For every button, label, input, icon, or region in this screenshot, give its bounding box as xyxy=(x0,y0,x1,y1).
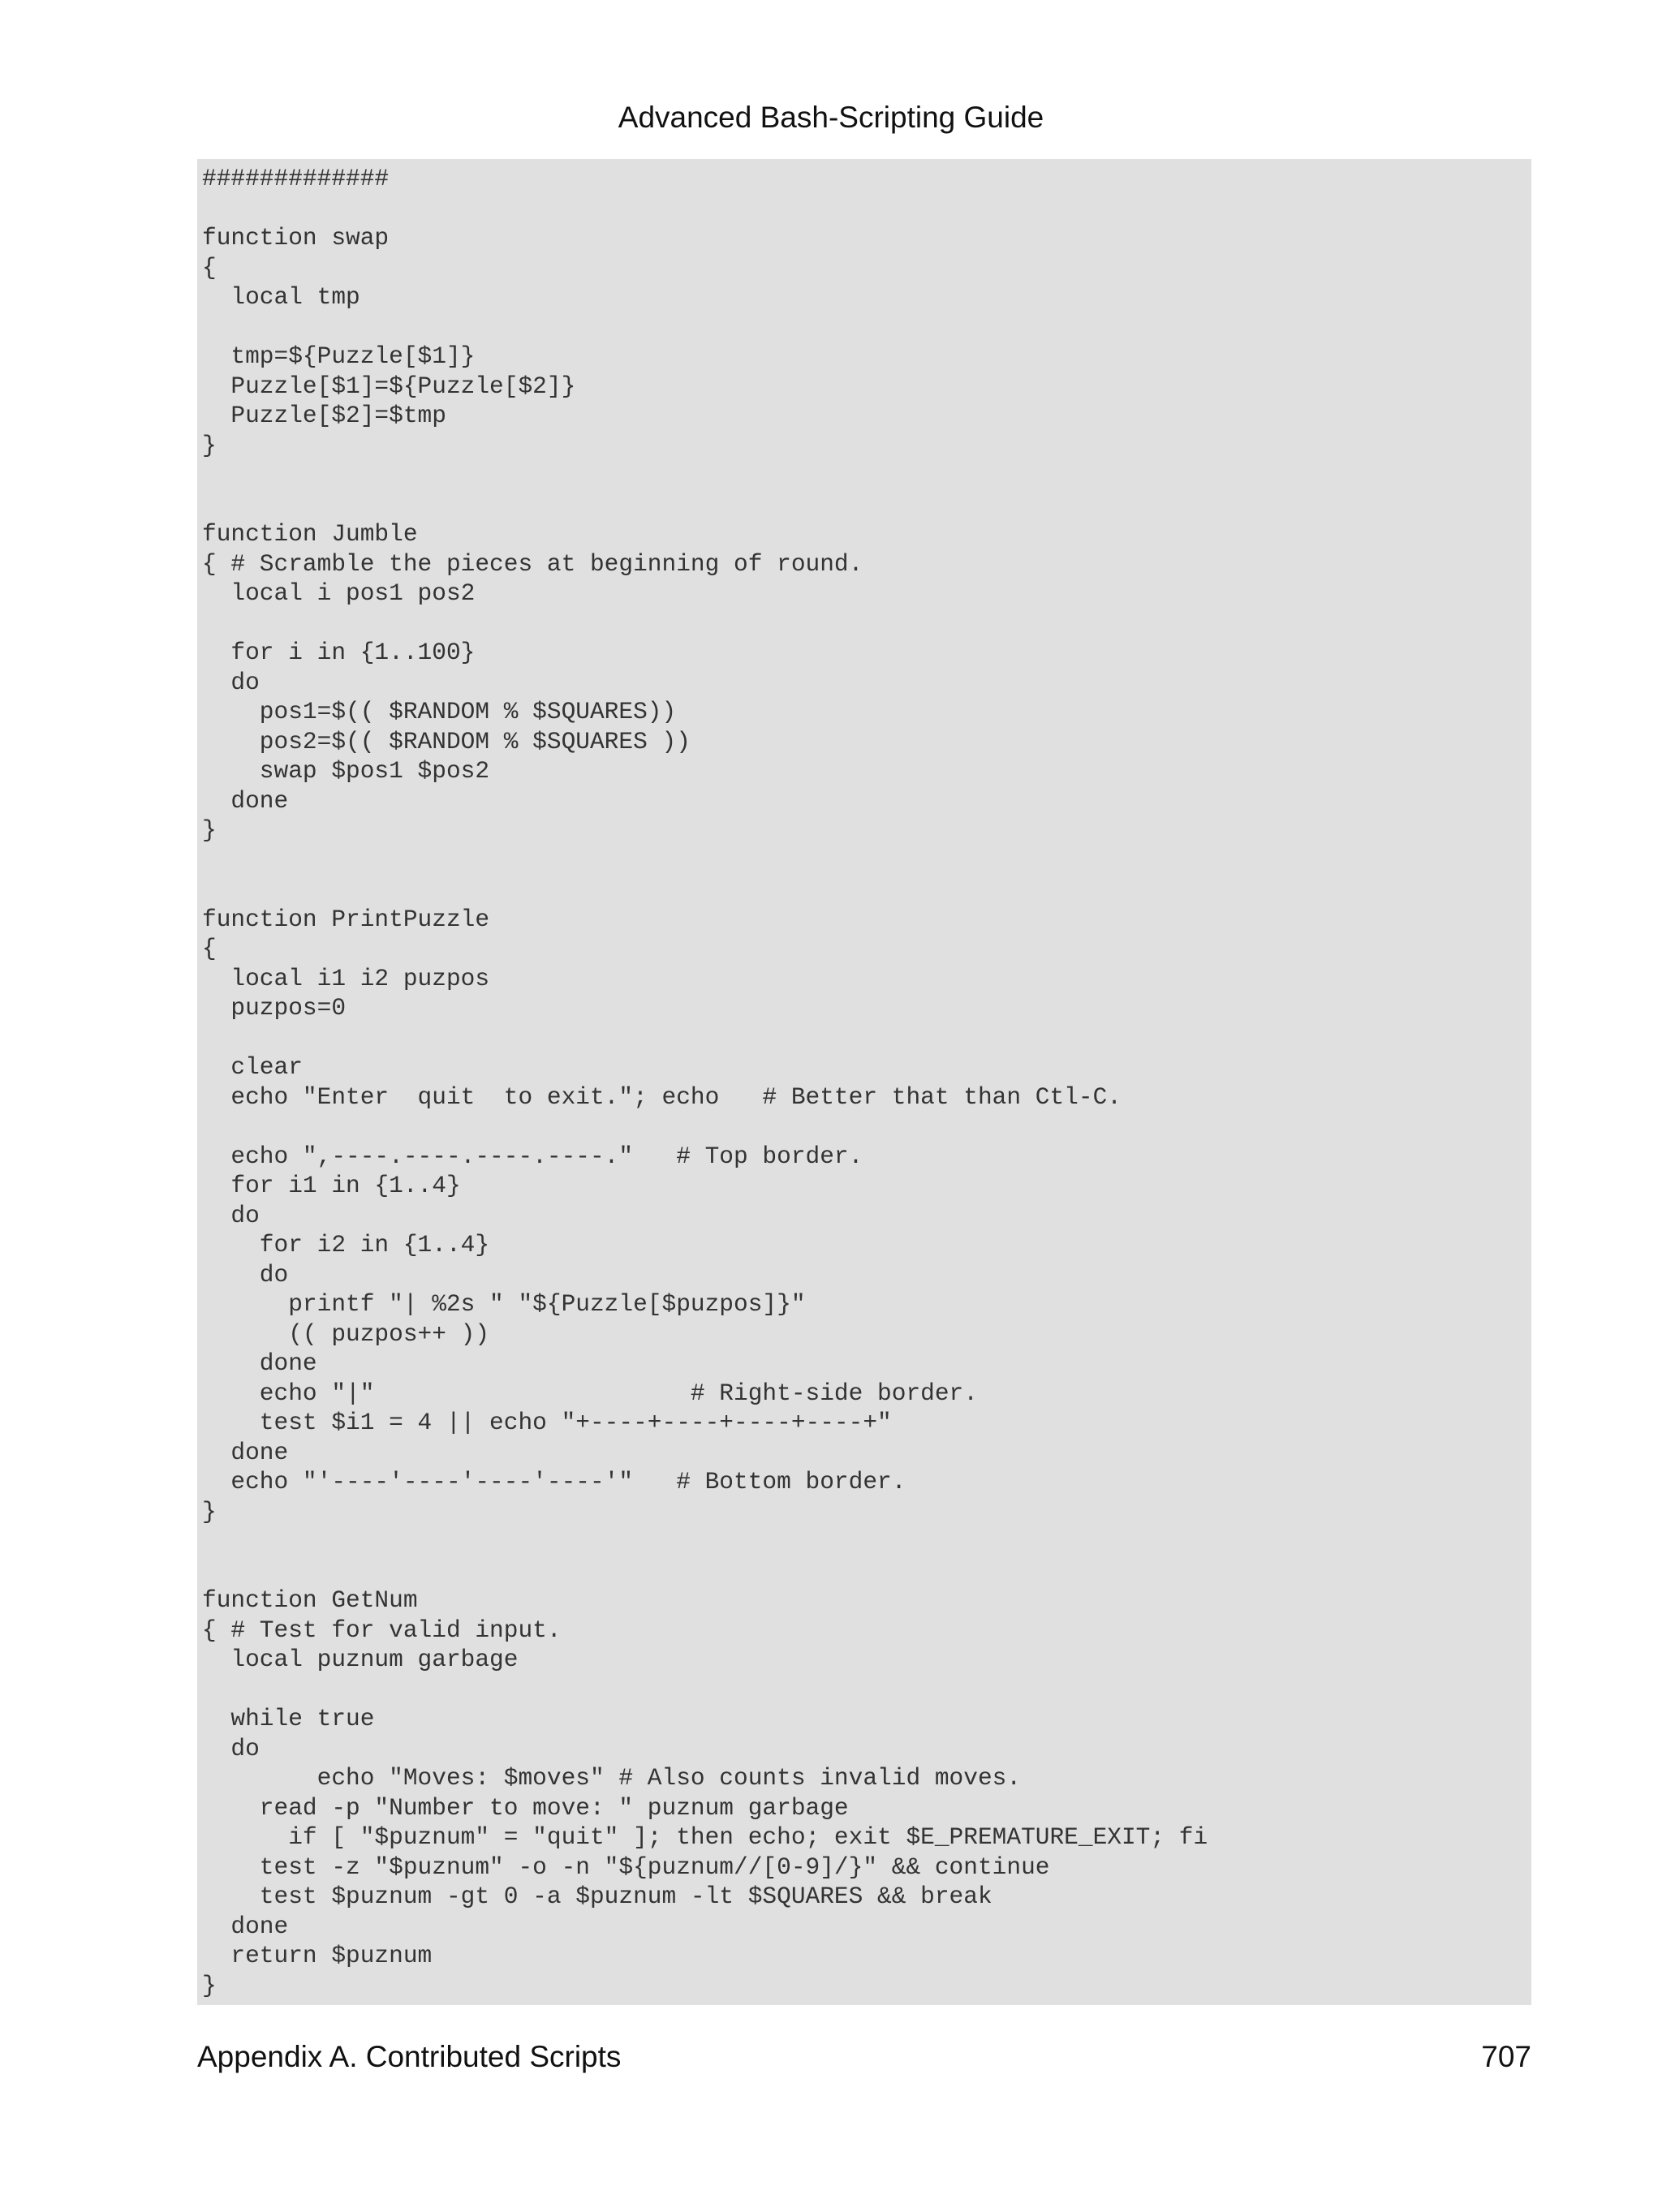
code-line: pos1=$(( $RANDOM % $SQUARES)) xyxy=(202,698,677,725)
code-line xyxy=(202,1023,1531,1053)
code-line: local i1 i2 puzpos xyxy=(202,964,490,992)
code-line: local i pos1 pos2 xyxy=(202,579,476,607)
code-line: } xyxy=(202,1497,217,1526)
code-line: { xyxy=(202,935,217,962)
code-line: echo "|" # Right-side border. xyxy=(202,1379,978,1407)
code-line: test $puznum -gt 0 -a $puznum -lt $SQUARES && break xyxy=(202,1883,992,1910)
code-line: } xyxy=(202,1971,217,1999)
code-line: for i1 in {1..4} xyxy=(202,1172,461,1199)
code-line: done xyxy=(202,786,289,815)
code-line: read -p "Number to move: " puznum garbage xyxy=(202,1793,849,1822)
code-line: done xyxy=(202,1349,317,1377)
code-line: done xyxy=(202,1438,289,1466)
code-line: for i in {1..100} xyxy=(202,639,476,666)
footer-section-title: Appendix A. Contributed Scripts xyxy=(197,2040,622,2073)
code-line: } xyxy=(202,431,217,459)
code-line: do xyxy=(202,1260,289,1289)
code-line: function PrintPuzzle xyxy=(202,905,490,933)
code-line: ############# xyxy=(202,165,390,192)
code-line xyxy=(202,194,1531,224)
code-line: tmp=${Puzzle[$1]} xyxy=(202,342,476,370)
code-line: while true xyxy=(202,1705,375,1732)
code-line: done xyxy=(202,1912,289,1940)
code-line xyxy=(202,875,1531,905)
code-line: echo "Moves: $moves" # Also counts invalid moves. xyxy=(202,1764,1022,1792)
code-line xyxy=(202,490,1531,520)
document-title: Advanced Bash-Scripting Guide xyxy=(618,101,1044,134)
code-line: echo "'----'----'----'----'" # Bottom border. xyxy=(202,1468,906,1495)
code-line: local puznum garbage xyxy=(202,1646,519,1673)
code-line xyxy=(202,460,1531,490)
code-line: { # Scramble the pieces at beginning of round. xyxy=(202,549,863,578)
code-line: pos2=$(( $RANDOM % $SQUARES )) xyxy=(202,727,691,755)
code-line xyxy=(202,1556,1531,1586)
code-line xyxy=(202,609,1531,639)
code-line: Puzzle[$1]=${Puzzle[$2]} xyxy=(202,372,576,400)
code-line: function Jumble xyxy=(202,520,418,548)
code-line xyxy=(202,312,1531,342)
code-line: clear xyxy=(202,1053,303,1081)
code-line: { # Test for valid input. xyxy=(202,1616,562,1644)
code-line: echo "Enter quit to exit."; echo # Better that than Ctl-C. xyxy=(202,1082,1122,1111)
code-line: swap $pos1 $pos2 xyxy=(202,757,490,785)
code-line: return $puznum xyxy=(202,1942,433,1969)
code-line: do xyxy=(202,1734,260,1762)
code-line: test $i1 = 4 || echo "+----+----+----+----+" xyxy=(202,1409,892,1436)
code-listing xyxy=(197,159,1531,2005)
code-line xyxy=(202,846,1531,876)
code-line: puzpos=0 xyxy=(202,994,347,1022)
code-line: function GetNum xyxy=(202,1586,418,1614)
code-line: do xyxy=(202,1201,260,1229)
code-line: printf "| %2s " "${Puzzle[$puzpos]}" xyxy=(202,1290,806,1318)
code-line: test -z "$puznum" -o -n "${puznum//[0-9]/}" && continue xyxy=(202,1853,1050,1881)
code-line: if [ "$puznum" = "quit" ]; then echo; exit $E_PREMATURE_EXIT; fi xyxy=(202,1823,1208,1851)
code-line: } xyxy=(202,816,217,844)
code-line: for i2 in {1..4} xyxy=(202,1231,490,1259)
code-line: echo ",----.----.----.----." # Top border. xyxy=(202,1142,863,1170)
code-line: local tmp xyxy=(202,283,360,311)
code-line: do xyxy=(202,668,260,696)
code-line: (( puzpos++ )) xyxy=(202,1319,490,1348)
code-line: { xyxy=(202,253,217,282)
code-line: function swap xyxy=(202,224,390,252)
code-lines xyxy=(202,164,1531,2000)
code-line xyxy=(202,1526,1531,1556)
page-header xyxy=(0,97,1662,138)
code-line xyxy=(202,1112,1531,1142)
code-line xyxy=(202,1675,1531,1705)
page-number: 707 xyxy=(1481,2040,1531,2073)
code-line: Puzzle[$2]=$tmp xyxy=(202,402,446,429)
